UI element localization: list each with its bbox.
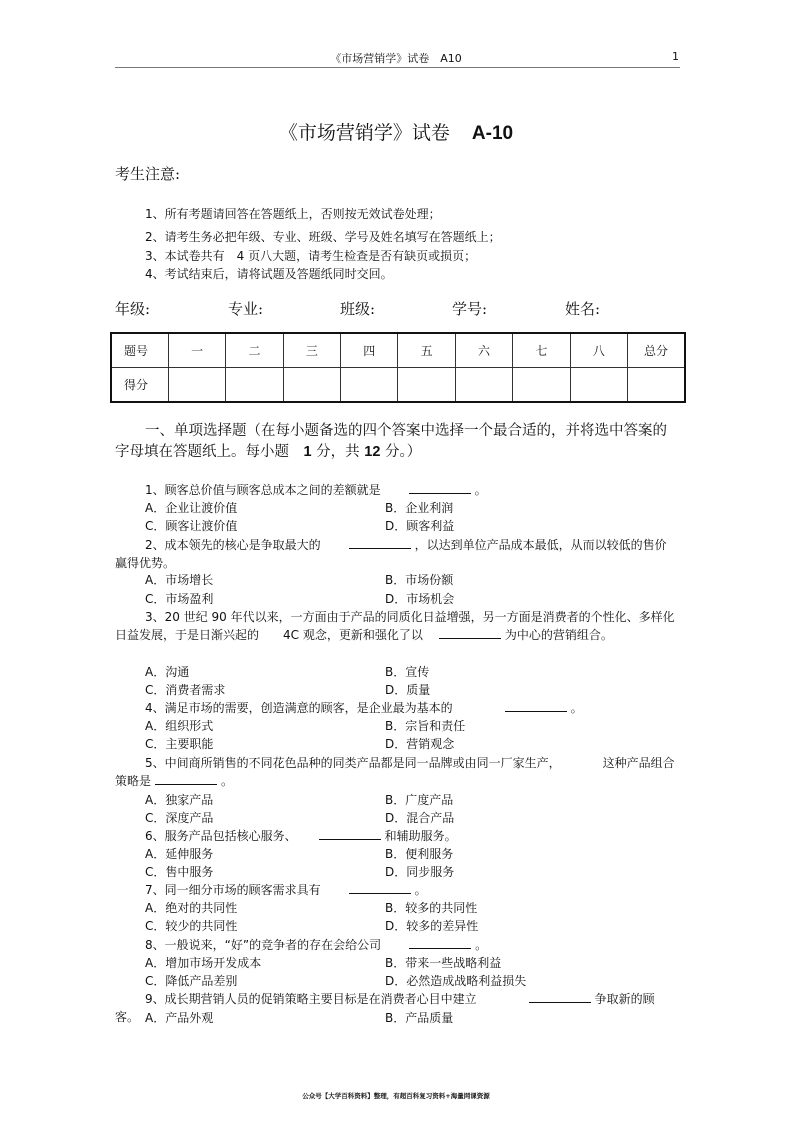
exam-title	[0, 118, 792, 145]
answer-option: A．增加市场开发成本	[145, 956, 262, 970]
question-stem	[115, 536, 677, 572]
header-cell: 四	[341, 333, 398, 368]
answer-option: D．质量	[385, 683, 431, 697]
page-number: 1	[672, 50, 679, 63]
question-text: 1、顾客总价值与顾客总成本之间的差额就是	[145, 483, 405, 497]
answer-option: C．市场盈利	[145, 592, 214, 606]
question-text: 2、成本领先的核心是争取最大的	[145, 538, 345, 552]
answer-blank	[529, 991, 591, 1003]
answer-blank	[349, 882, 411, 894]
answer-option: C．降低产品差别	[145, 974, 238, 988]
notice-item: 2、请考生务必把年级、专业、班级、学号及姓名填写在答题纸上；	[145, 230, 501, 244]
answer-option: D．顾客利益	[385, 519, 455, 533]
header-rule	[115, 67, 680, 68]
answer-option: A．延伸服务	[145, 847, 214, 861]
student-id-field-label: 学号:	[452, 300, 488, 318]
question-stem	[115, 699, 677, 717]
question-text: 。	[475, 938, 488, 952]
score-cell	[168, 368, 225, 403]
header-cell: 八	[570, 333, 627, 368]
exam-code: A-10	[471, 123, 514, 144]
question-text: 8、一般说来，“好”的竞争者的存在会给公司	[145, 938, 406, 952]
question-text: 7、同一细分市场的顾客需求具有	[145, 883, 345, 897]
answer-option: D．同步服务	[385, 865, 455, 879]
notice-item: 4、考试结束后，请将试题及答题纸同时交回。	[145, 267, 393, 281]
question-text: 3、20 世纪 90 年代以来，一方面由于产品的同质化日益增强，另一方面是消费者的个性化、多样化日益发展，于是日渐兴起的 4C 观念，更新和强化了以	[115, 610, 675, 643]
question-stem	[115, 608, 677, 644]
score-cell	[398, 368, 455, 403]
question-text: 争取新的顾客。	[115, 992, 655, 1025]
score-cell	[570, 368, 627, 403]
question-text: 和辅助服务。	[384, 829, 457, 843]
question-text: 。	[414, 883, 427, 897]
answer-option: A．独家产品	[145, 793, 214, 807]
total-score: 12	[364, 444, 381, 460]
answer-blank	[409, 937, 471, 949]
score-cell	[455, 368, 512, 403]
question-text: ，以达到单位产品成本最低，从而以较低的售价赢得优势。	[115, 538, 667, 571]
question-text: 4、满足市场的需要，创造满意的顾客，是企业最为基本的	[145, 701, 501, 715]
section-1-text: 一、单项选择题（在每小题备选的四个答案中选择一个最合适的，并将选中答案的字母填在答题纸上。每小题	[115, 423, 667, 460]
answer-option: B．产品质量	[385, 1011, 454, 1025]
header-cell: 七	[513, 333, 570, 368]
answer-option: A．沟通	[145, 665, 190, 679]
answer-blank	[439, 627, 501, 639]
score-cell	[283, 368, 340, 403]
score-table-header-row	[111, 333, 685, 368]
score-cell	[341, 368, 398, 403]
score-table	[110, 332, 686, 403]
class-field-label: 班级:	[340, 300, 376, 318]
header-cell: 五	[398, 333, 455, 368]
header-cell: 一	[168, 333, 225, 368]
answer-option: B．便利服务	[385, 847, 454, 861]
section-1-heading	[115, 421, 675, 463]
question-stem	[115, 827, 677, 845]
question-text: 为中心的营销组合。	[504, 628, 613, 643]
answer-option: B．广度产品	[385, 793, 454, 807]
answer-option: B．宗旨和责任	[385, 719, 466, 733]
answer-option: A．市场增长	[145, 573, 214, 587]
question-text: 6、服务产品包括核心服务、	[145, 829, 315, 843]
answer-blank	[505, 700, 567, 712]
score-per-question: 1	[303, 444, 312, 460]
notice-item: 3、本试卷共有 4 页八大题，请考生检查是否有缺页或损页；	[145, 249, 477, 263]
section-1-text: 分。）	[380, 444, 422, 460]
section-1-text: 分，共	[311, 444, 365, 460]
notice-heading: 考生注意:	[115, 165, 181, 183]
question-text: 5、中间商所销售的不同花色品种的同类产品都是同一品牌或由同一厂家生产， 这种产品组合策略是	[115, 756, 675, 789]
score-cell	[513, 368, 570, 403]
header-cell: 二	[226, 333, 283, 368]
answer-option: D．必然造成战略利益损失	[385, 974, 527, 988]
answer-option: B．宣传	[385, 665, 430, 679]
answer-option: C．较少的共同性	[145, 919, 238, 933]
header-cell: 六	[455, 333, 512, 368]
answer-option: C．售中服务	[145, 865, 214, 879]
score-cell	[226, 368, 283, 403]
major-field-label: 专业:	[228, 300, 264, 318]
answer-option: D．营销观念	[385, 737, 455, 751]
question-text: 。	[221, 774, 234, 789]
answer-option: A．组织形式	[145, 719, 214, 733]
answer-blank	[155, 773, 217, 785]
answer-option: A．产品外观	[145, 1011, 214, 1025]
answer-option: B．企业利润	[385, 501, 454, 515]
header-cell: 题号	[111, 333, 168, 368]
question-stem	[115, 881, 677, 899]
question-stem	[115, 481, 677, 499]
question-stem	[115, 936, 677, 954]
answer-option: B．带来一些战略利益	[385, 956, 502, 970]
score-cell	[628, 368, 685, 403]
answer-option: B．较多的共同性	[385, 901, 478, 915]
answer-option: D．市场机会	[385, 592, 455, 606]
answer-option: A．绝对的共同性	[145, 901, 238, 915]
name-field-label: 姓名:	[565, 300, 601, 318]
answer-blank	[349, 537, 411, 549]
answer-option: B．市场份额	[385, 573, 454, 587]
question-text: 9、成长期营销人员的促销策略主要目标是在消费者心目中建立	[145, 992, 525, 1006]
row-label: 得分	[111, 368, 168, 403]
footer-note: 公众号【大学百科资料】整理，有超百科复习资料+海量网课资源	[302, 1092, 490, 1100]
score-table-score-row	[111, 368, 685, 403]
running-header-title: 《市场营销学》试卷 A10	[330, 52, 462, 65]
answer-option: C．主要职能	[145, 737, 214, 751]
question-text: 。	[474, 483, 487, 497]
notice-item: 1、所有考题请回答在答题纸上，否则按无效试卷处理；	[145, 207, 441, 221]
answer-option: A．企业让渡价值	[145, 501, 238, 515]
answer-option: D．混合产品	[385, 811, 455, 825]
answer-option: D．较多的差异性	[385, 919, 479, 933]
answer-option: C．深度产品	[145, 811, 214, 825]
answer-blank	[409, 482, 471, 494]
question-stem	[115, 754, 677, 790]
answer-option: C．顾客让渡价值	[145, 519, 238, 533]
answer-blank	[319, 828, 381, 840]
header-cell: 三	[283, 333, 340, 368]
question-text: 。	[570, 701, 583, 715]
answer-option: C．消费者需求	[145, 683, 226, 697]
exam-title-main: 《市场营销学》试卷	[278, 122, 450, 144]
header-cell: 总分	[628, 333, 685, 368]
grade-field-label: 年级:	[115, 300, 151, 318]
